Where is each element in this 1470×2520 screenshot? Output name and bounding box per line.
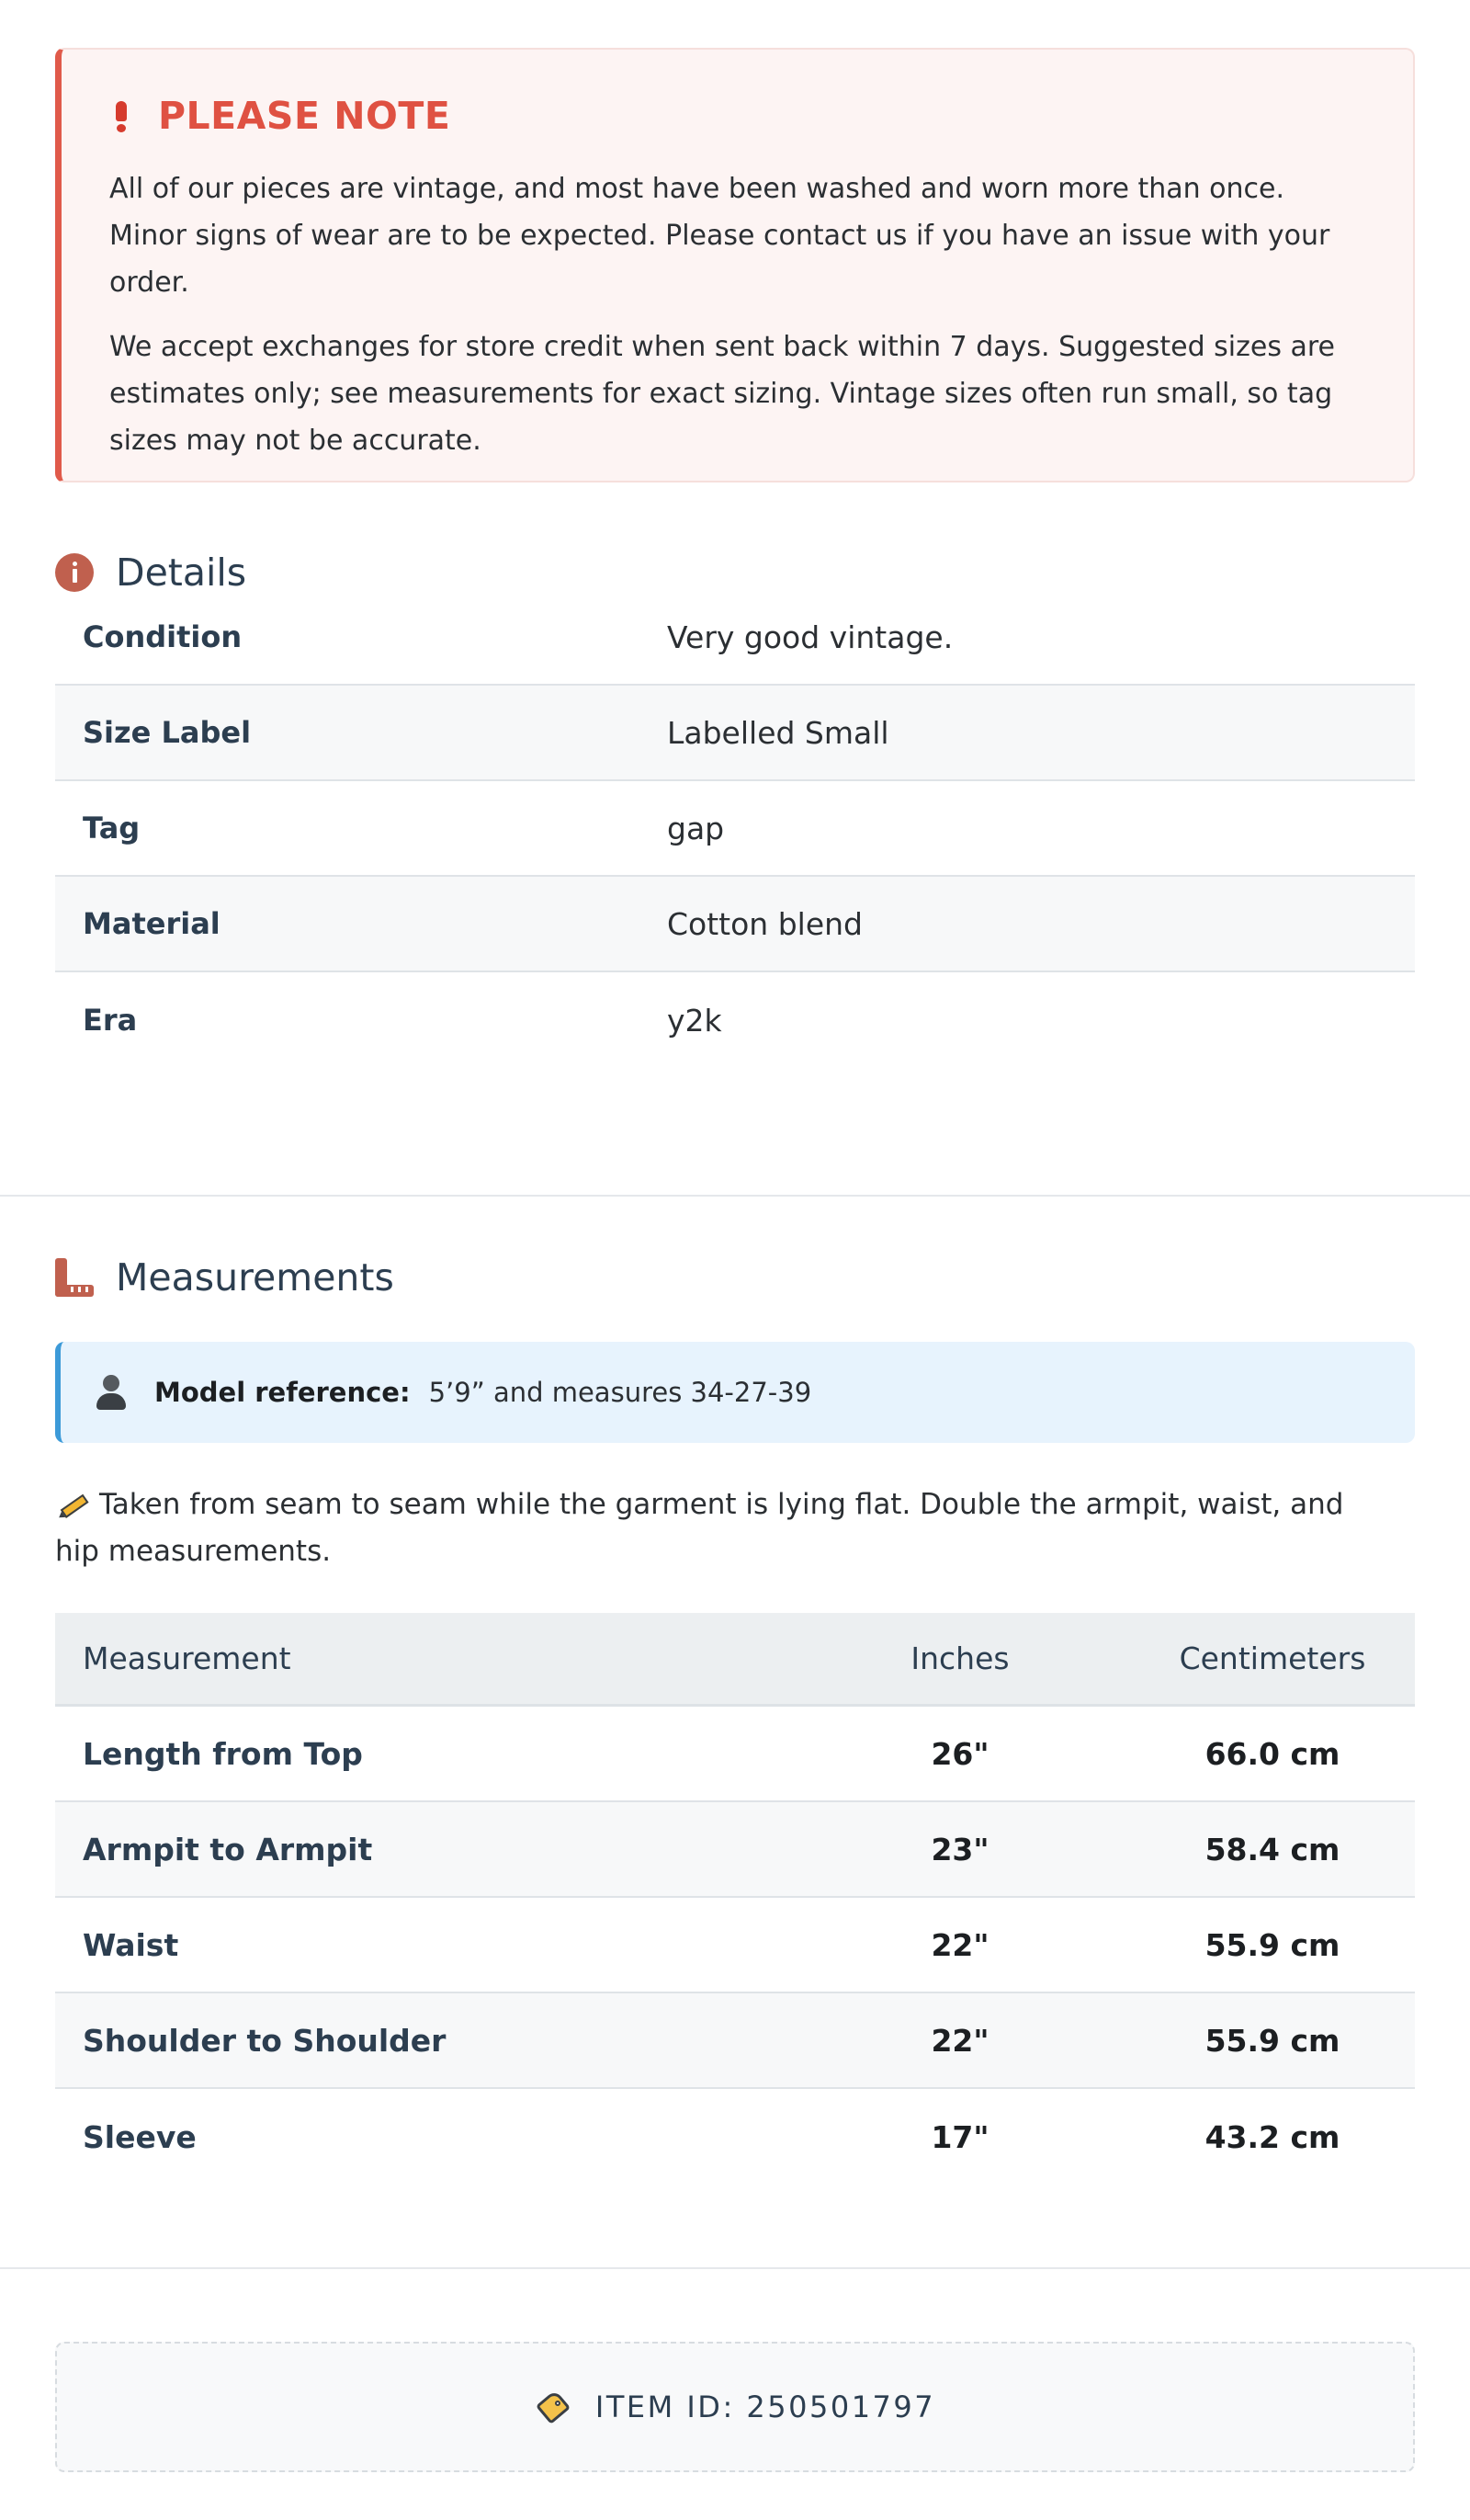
table-row: [55, 1707, 1415, 1802]
column-header: Measurement: [83, 1640, 291, 1676]
model-reference-box: [55, 1342, 1415, 1443]
ruler-icon: [55, 1258, 94, 1297]
item-id-box: [55, 2342, 1415, 2472]
table-row: [55, 1993, 1415, 2089]
details-row: [55, 686, 1415, 781]
details-label: Condition: [83, 619, 243, 654]
details-value: gap: [667, 810, 725, 846]
table-row: [55, 2089, 1415, 2185]
notice-paragraph: We accept exchanges for store credit when sent back within 7 days. Suggested sizes are estimates only; see measurements for exact sizing. Vintage sizes often run small, so tag sizes may not be accurate.: [109, 331, 1336, 457]
please-note-box: [55, 48, 1415, 482]
info-icon: [55, 553, 94, 592]
measurement-cm: 43.2 cm: [1204, 2118, 1340, 2155]
details-label: Tag: [83, 811, 141, 846]
measurement-name: Waist: [83, 1926, 179, 1963]
notice-header: [109, 94, 1367, 138]
details-row: [55, 590, 1415, 686]
measurement-name: Sleeve: [83, 2118, 197, 2155]
notice-paragraph: All of our pieces are vintage, and most have been washed and worn more than once. Minor signs of wear are to be expected. Please contact us if you have an issue with your order.: [109, 173, 1330, 299]
column-header: Inches: [910, 1640, 1010, 1676]
table-header: [55, 1613, 1415, 1707]
table-row: [55, 1898, 1415, 1993]
details-value: y2k: [667, 1002, 722, 1039]
table-row: [55, 1802, 1415, 1898]
details-value: Labelled Small: [667, 714, 889, 751]
measurement-cm: 55.9 cm: [1204, 2022, 1340, 2059]
column-header: Centimeters: [1179, 1640, 1366, 1676]
measurement-note-text: Taken from seam to seam while the garment is lying flat. Double the armpit, waist, and hip measurements.: [55, 1488, 1344, 1568]
measurement-name: Shoulder to Shoulder: [83, 2022, 447, 2059]
model-reference-label: Model reference:: [154, 1377, 411, 1408]
person-icon: [96, 1375, 127, 1410]
item-id: ITEM ID: 250501797: [594, 2389, 936, 2424]
details-row: [55, 877, 1415, 972]
section-divider: [0, 1195, 1470, 1197]
measurement-cm: 58.4 cm: [1204, 1831, 1340, 1867]
exclamation-icon: [116, 99, 127, 132]
measurement-inches: 17": [931, 2118, 989, 2155]
details-heading: [55, 551, 246, 595]
measurement-name: Armpit to Armpit: [83, 1831, 373, 1867]
measurement-inches: 22": [931, 2022, 989, 2059]
measurement-note: [55, 1481, 1378, 1575]
details-row: [55, 972, 1415, 1068]
section-divider: [0, 2267, 1470, 2269]
notice-title: PLEASE NOTE: [158, 94, 451, 138]
details-value: Cotton blend: [667, 905, 863, 942]
measurement-cm: 55.9 cm: [1204, 1926, 1340, 1963]
section-title: Measurements: [116, 1255, 394, 1300]
details-row: [55, 781, 1415, 877]
details-label: Size Label: [83, 715, 252, 750]
measurement-cm: 66.0 cm: [1204, 1735, 1340, 1772]
model-reference-value: 5’9” and measures 34-27-39: [428, 1377, 812, 1408]
measurement-name: Length from Top: [83, 1735, 363, 1772]
pencil-icon: [53, 1488, 94, 1524]
tag-icon: [535, 2389, 571, 2424]
details-label: Material: [83, 906, 220, 941]
details-value: Very good vintage.: [667, 619, 954, 655]
details-label: Era: [83, 1003, 138, 1038]
details-table: [55, 590, 1415, 1068]
measurement-inches: 22": [931, 1926, 989, 1963]
measurement-inches: 23": [931, 1831, 989, 1867]
measurements-table: [55, 1613, 1415, 2185]
measurement-inches: 26": [931, 1735, 989, 1772]
measurements-heading: [55, 1255, 394, 1300]
section-title: Details: [116, 551, 247, 595]
